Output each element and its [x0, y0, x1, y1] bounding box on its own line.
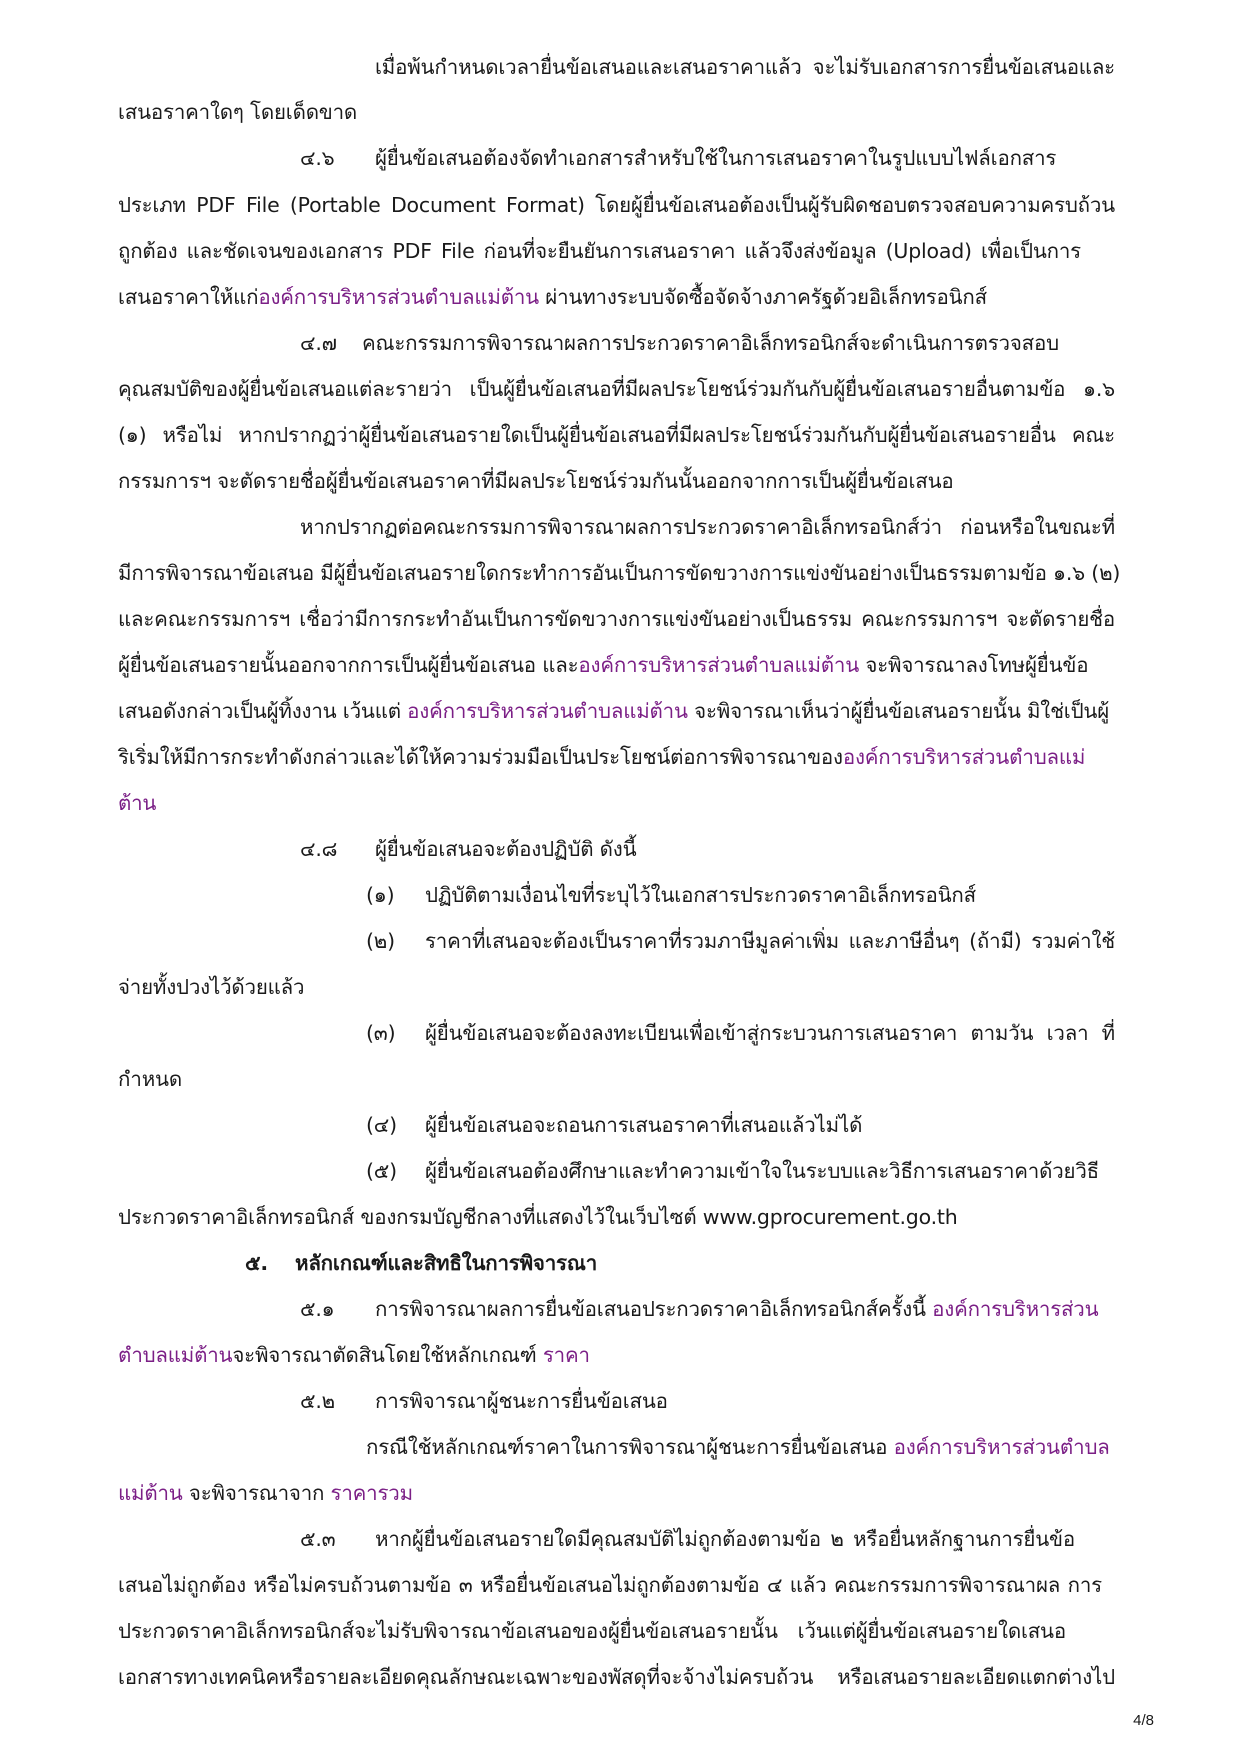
paragraph-line: ผู้ยื่นข้อเสนอรายนั้นออกจากการเป็นผู้ยื่นข้อเสนอ และองค์การบริหารส่วนตำบลแม่ต้าน จะพิจารณาลงโทษผู้ยื่นข้อ	[118, 653, 1089, 677]
organization-name: องค์การบริหารส่วนตำบลแม่ต้าน	[407, 699, 688, 723]
paragraph-line: หากผู้ยื่นข้อเสนอรายใดมีคุณสมบัติไม่ถูกต้องตามข้อ ๒ หรือยื่นหลักฐานการยื่นข้อ	[375, 1527, 1075, 1551]
paragraph-line: กรรมการฯ จะตัดรายชื่อผู้ยื่นข้อเสนอราคาที่มีผลประโยชน์ร่วมกันนั้นออกจากการเป็นผู้ยื่นข้อเสนอ	[118, 469, 954, 493]
paragraph-line: จ่ายทั้งปวงไว้ด้วยแล้ว	[118, 975, 305, 999]
organization-name: แม่ต้าน	[118, 1481, 183, 1505]
clause-number: ๕.๑	[300, 1297, 335, 1321]
section-number: ๕.	[245, 1251, 268, 1275]
paragraph-line: การพิจารณาผลการยื่นข้อเสนอประกวดราคาอิเล็กทรอนิกส์ครั้งนี้ องค์การบริหารส่วน	[375, 1297, 1099, 1321]
paragraph-line: และคณะกรรมการฯ เชื่อว่ามีการกระทำอันเป็นการขัดขวางการแข่งขันอย่างเป็นธรรม คณะกรรมการฯ จะตัดรายชื่อ	[118, 607, 1115, 631]
list-number: (๒)	[366, 929, 395, 953]
section-heading: หลักเกณฑ์และสิทธิในการพิจารณา	[295, 1251, 597, 1275]
criteria-value: ราคารวม	[330, 1481, 413, 1505]
paragraph-line: เอกสารทางเทคนิคหรือรายละเอียดคุณลักษณะเฉพาะของพัสดุที่จะจ้างไม่ครบถ้วน หรือเสนอรายละเอียดแตกต่างไป	[118, 1665, 1115, 1689]
clause-number: ๔.๖	[300, 146, 335, 170]
paragraph-line: ถูกต้อง และชัดเจนของเอกสาร PDF File ก่อนที่จะยืนยันการเสนอราคา แล้วจึงส่งข้อมูล (Upload) เพื่อเป็นการ	[118, 239, 1081, 263]
list-item: ผู้ยื่นข้อเสนอจะถอนการเสนอราคาที่เสนอแล้วไม่ได้	[425, 1113, 863, 1137]
paragraph-line: ต้าน	[118, 791, 157, 815]
paragraph-line: แม่ต้าน จะพิจารณาจาก ราคารวม	[118, 1481, 413, 1505]
criteria-value: ราคา	[542, 1343, 590, 1367]
paragraph-line: (๑) หรือไม่ หากปรากฏว่าผู้ยื่นข้อเสนอรายใดเป็นผู้ยื่นข้อเสนอที่มีผลประโยชน์ร่วมกันกับผู้ยื่นข้อเสนอรายอื่น คณะ	[118, 423, 1115, 447]
paragraph-line: เสนอดังกล่าวเป็นผู้ทิ้งงาน เว้นแต่ องค์การบริหารส่วนตำบลแม่ต้าน จะพิจารณาเห็นว่าผู้ยื่นข้อเสนอรายนั้น มิใช่เป็นผู้	[118, 699, 1110, 723]
list-number: (๓)	[366, 1021, 396, 1045]
list-number: (๕)	[366, 1159, 397, 1183]
organization-name: องค์การบริหารส่วน	[932, 1297, 1099, 1321]
organization-name: ตำบลแม่ต้าน	[118, 1343, 233, 1367]
list-item: ผู้ยื่นข้อเสนอจะต้องลงทะเบียนเพื่อเข้าสู่กระบวนการเสนอราคา ตามวัน เวลา ที่	[425, 1021, 1115, 1045]
organization-name: องค์การบริหารส่วนตำบลแม่	[842, 745, 1086, 769]
clause-number: ๔.๗	[300, 331, 337, 355]
list-item: ผู้ยื่นข้อเสนอต้องศึกษาและทำความเข้าใจในระบบและวิธีการเสนอราคาด้วยวิธี	[425, 1159, 1099, 1183]
organization-name: องค์การบริหารส่วนตำบลแม่ต้าน	[578, 653, 860, 677]
paragraph-line: เสนอไม่ถูกต้อง หรือไม่ครบถ้วนตามข้อ ๓ หรือยื่นข้อเสนอไม่ถูกต้องตามข้อ ๔ แล้ว คณะกรรมการพิจารณาผล การ	[118, 1573, 1102, 1597]
paragraph-line: คุณสมบัติของผู้ยื่นข้อเสนอแต่ละรายว่า เป็นผู้ยื่นข้อเสนอที่มีผลประโยชน์ร่วมกันกับผู้ยื่นข้อเสนอรายอื่นตามข้อ ๑.๖	[118, 377, 1115, 401]
paragraph-line: เสนอราคาใดๆ โดยเด็ดขาด	[118, 100, 358, 124]
organization-name: องค์การบริหารส่วนตำบลแม่ต้าน	[258, 285, 539, 309]
list-number: (๔)	[366, 1113, 397, 1137]
paragraph-line: เมื่อพ้นกำหนดเวลายื่นข้อเสนอและเสนอราคาแล้ว จะไม่รับเอกสารการยื่นข้อเสนอและ	[375, 55, 1115, 79]
list-number: (๑)	[366, 883, 395, 907]
paragraph-line: มีการพิจารณาข้อเสนอ มีผู้ยื่นข้อเสนอรายใดกระทำการอันเป็นการขัดขวางการแข่งขันอย่างเป็นธรรมตามข้อ ๑.๖ (๒)	[118, 561, 1121, 585]
paragraph-line: คณะกรรมการพิจารณาผลการประกวดราคาอิเล็กทรอนิกส์จะดำเนินการตรวจสอบ	[362, 331, 1059, 355]
organization-name: องค์การบริหารส่วนตำบล	[893, 1435, 1110, 1459]
page-number: 4/8	[1133, 1712, 1154, 1729]
paragraph-line: ประกวดราคาอิเล็กทรอนิกส์จะไม่รับพิจารณาข้อเสนอของผู้ยื่นข้อเสนอรายนั้น เว้นแต่ผู้ยื่นข้อเสนอรายใดเสนอ	[118, 1619, 1066, 1643]
paragraph-line: ตำบลแม่ต้านจะพิจารณาตัดสินโดยใช้หลักเกณฑ์ ราคา	[118, 1343, 590, 1367]
paragraph-line: ประเภท PDF File (Portable Document Format) โดยผู้ยื่นข้อเสนอต้องเป็นผู้รับผิดชอบตรวจสอบความครบถ้วน	[118, 193, 1115, 217]
clause-number: ๕.๓	[300, 1527, 336, 1551]
paragraph-line: เสนอราคาให้แก่องค์การบริหารส่วนตำบลแม่ต้าน ผ่านทางระบบจัดซื้อจัดจ้างภาครัฐด้วยอิเล็กทรอนิกส์	[118, 285, 987, 309]
paragraph-line: ผู้ยื่นข้อเสนอจะต้องปฏิบัติ ดังนี้	[375, 837, 637, 861]
paragraph-line: ริเริ่มให้มีการกระทำดังกล่าวและได้ให้ความร่วมมือเป็นประโยชน์ต่อการพิจารณาขององค์การบริหารส่วนตำบลแม่	[118, 745, 1086, 769]
paragraph-line: ผู้ยื่นข้อเสนอต้องจัดทำเอกสารสำหรับใช้ในการเสนอราคาในรูปแบบไฟล์เอกสาร	[375, 146, 1057, 170]
list-item: ราคาที่เสนอจะต้องเป็นราคาที่รวมภาษีมูลค่าเพิ่ม และภาษีอื่นๆ (ถ้ามี) รวมค่าใช้	[425, 929, 1115, 953]
list-item: ปฏิบัติตามเงื่อนไขที่ระบุไว้ในเอกสารประกวดราคาอิเล็กทรอนิกส์	[425, 883, 976, 907]
paragraph-line: หากปรากฏต่อคณะกรรมการพิจารณาผลการประกวดราคาอิเล็กทรอนิกส์ว่า ก่อนหรือในขณะที่	[300, 515, 1115, 539]
paragraph-line: กำหนด	[118, 1067, 182, 1091]
paragraph-line: ประกวดราคาอิเล็กทรอนิกส์ ของกรมบัญชีกลางที่แสดงไว้ในเว็บไซต์ www.gprocurement.go.th	[118, 1205, 958, 1229]
clause-number: ๔.๘	[300, 837, 338, 861]
paragraph-line: กรณีใช้หลักเกณฑ์ราคาในการพิจารณาผู้ชนะการยื่นข้อเสนอ องค์การบริหารส่วนตำบล	[366, 1435, 1110, 1459]
paragraph-line: การพิจารณาผู้ชนะการยื่นข้อเสนอ	[375, 1389, 668, 1413]
clause-number: ๕.๒	[300, 1389, 335, 1413]
